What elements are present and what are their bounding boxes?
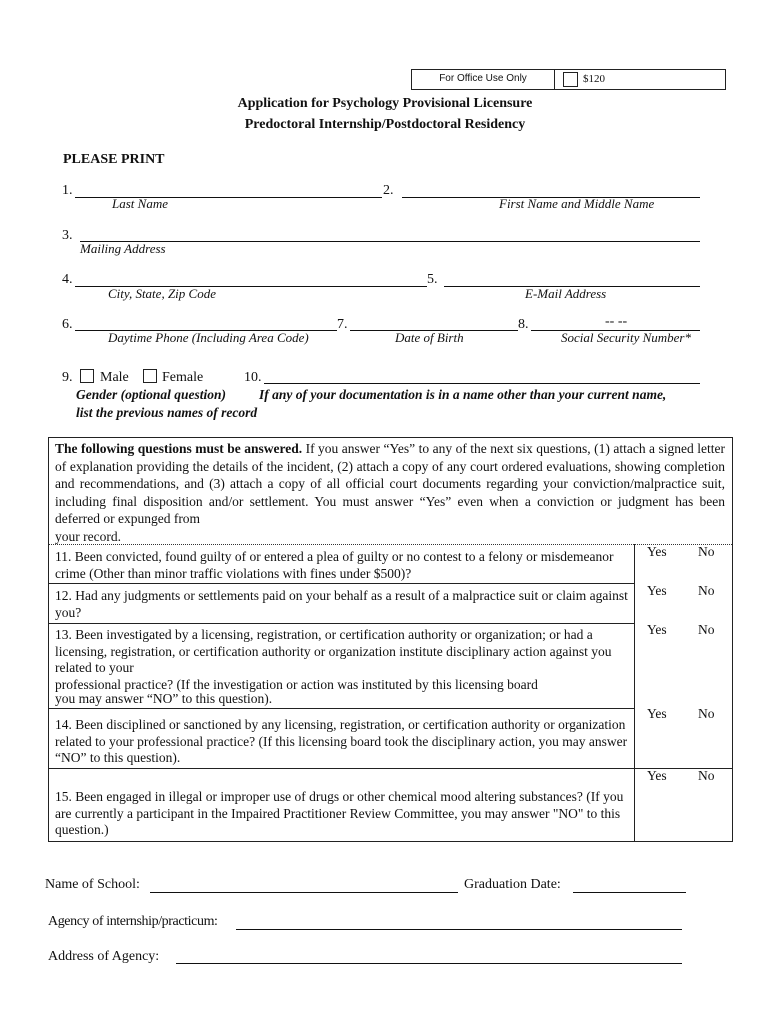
graduation-label: Graduation Date: bbox=[464, 877, 561, 892]
first-middle-caption: First Name and Middle Name bbox=[499, 196, 655, 211]
field-num-1: 1. bbox=[62, 183, 73, 198]
intro-bold: The following questions must be answered. bbox=[55, 441, 303, 456]
question-13: 13. Been investigated by a licensing, registration, or certification authority or organization; or had a licensing, registration, or certification authority or organization institute disciplinary action against you related to your bbox=[55, 627, 612, 675]
questions-box bbox=[48, 437, 733, 842]
question-14: 14. Been disciplined or sanctioned by any licensing, registration, or certification authority or organization related to your professional practice? (If this licensing board took the disciplinary action, you may answer “NO” to this question). bbox=[55, 717, 628, 765]
q15-yes[interactable]: Yes bbox=[647, 768, 667, 783]
divider bbox=[49, 623, 634, 624]
graduation-field[interactable] bbox=[573, 892, 686, 893]
agency-label: Agency of internship/practicum: bbox=[48, 914, 218, 929]
school-field[interactable] bbox=[150, 892, 458, 893]
city-caption: City, State, Zip Code bbox=[108, 286, 216, 301]
agency-address-label: Address of Agency: bbox=[48, 949, 160, 964]
email-caption: E-Mail Address bbox=[525, 286, 607, 301]
divider bbox=[49, 583, 634, 584]
question-15: 15. Been engaged in illegal or improper use of drugs or other chemical mood altering substances? (If you are currently a participant in the Impaired Practitioner Review Committee, you may answer "NO" to this question.) bbox=[55, 789, 624, 837]
school-label: Name of School: bbox=[45, 877, 140, 892]
form-subtitle: Predoctoral Internship/Postdoctoral Residency bbox=[244, 117, 526, 132]
form-title: Application for Psychology Provisional Licensure bbox=[237, 96, 533, 111]
previous-names-field[interactable] bbox=[264, 383, 700, 384]
question-13-cont: professional practice? (If the investigation or action was instituted by this licensing board bbox=[55, 677, 538, 692]
divider bbox=[49, 708, 634, 709]
fee-checkbox[interactable] bbox=[563, 72, 578, 87]
q14-no[interactable]: No bbox=[698, 706, 715, 721]
q13-yes[interactable]: Yes bbox=[647, 622, 667, 637]
male-checkbox[interactable] bbox=[80, 369, 94, 383]
fee-amount: $120 bbox=[583, 73, 605, 85]
previous-names-note-1: If any of your documentation is in a name other than your current name, bbox=[259, 387, 667, 402]
male-label: Male bbox=[100, 370, 129, 385]
q13-no[interactable]: No bbox=[698, 622, 715, 637]
agency-address-field[interactable] bbox=[176, 963, 682, 964]
intro-rest: If you answer “Yes” to any of the next six questions, (1) attach a signed letter of explanation providing the details of the incident, (2) attach a copy of any court ordered evaluations, showing completion and recommendations, and (3) attach a copy of all official court documents regarding your conviction/malpractice suit, including final disposition and/or settlement. You must answer “Yes” even when a conviction or judgment has been deferred or expunged from bbox=[55, 441, 725, 526]
last-name-caption: Last Name bbox=[112, 196, 168, 211]
ssn-caption: Social Security Number* bbox=[561, 330, 691, 345]
question-12: 12. Had any judgments or settlements paid on your behalf as a result of a malpractice suit or claim against you? bbox=[55, 588, 628, 620]
agency-field[interactable] bbox=[236, 929, 682, 930]
question-13-end: you may answer “NO” to this question). bbox=[55, 691, 273, 706]
q12-no[interactable]: No bbox=[698, 583, 715, 598]
field-num-2: 2. bbox=[383, 183, 394, 198]
field-num-8: 8. bbox=[518, 317, 529, 332]
q15-no[interactable]: No bbox=[698, 768, 715, 783]
office-use-box bbox=[411, 69, 726, 90]
previous-names-note-2: list the previous names of record bbox=[76, 405, 258, 420]
intro-end: your record. bbox=[55, 529, 121, 544]
field-num-9: 9. bbox=[62, 370, 73, 385]
questions-intro bbox=[55, 440, 725, 528]
field-num-10: 10. bbox=[244, 370, 262, 385]
field-num-4: 4. bbox=[62, 272, 73, 287]
q11-yes[interactable]: Yes bbox=[647, 544, 667, 559]
divider bbox=[49, 768, 732, 769]
gender-note: Gender (optional question) bbox=[76, 387, 227, 402]
office-use-label: For Office Use Only bbox=[412, 70, 555, 89]
phone-caption: Daytime Phone (Including Area Code) bbox=[108, 330, 309, 345]
answer-column-divider bbox=[634, 544, 635, 841]
ssn-dashes: -- -- bbox=[605, 314, 628, 329]
please-print: PLEASE PRINT bbox=[63, 152, 165, 167]
mailing-address-field[interactable] bbox=[80, 241, 700, 242]
divider bbox=[49, 544, 732, 545]
field-num-5: 5. bbox=[427, 272, 438, 287]
mailing-caption: Mailing Address bbox=[80, 241, 166, 256]
dob-caption: Date of Birth bbox=[395, 330, 464, 345]
female-label: Female bbox=[162, 370, 204, 385]
field-num-7: 7. bbox=[337, 317, 348, 332]
field-num-6: 6. bbox=[62, 317, 73, 332]
female-checkbox[interactable] bbox=[143, 369, 157, 383]
question-11: 11. Been convicted, found guilty of or entered a plea of guilty or no contest to a felony or misdemeanor crime (Other than minor traffic violations with fines under $500)? bbox=[55, 549, 614, 581]
q12-yes[interactable]: Yes bbox=[647, 583, 667, 598]
q14-yes[interactable]: Yes bbox=[647, 706, 667, 721]
q11-no[interactable]: No bbox=[698, 544, 715, 559]
field-num-3: 3. bbox=[62, 228, 73, 243]
